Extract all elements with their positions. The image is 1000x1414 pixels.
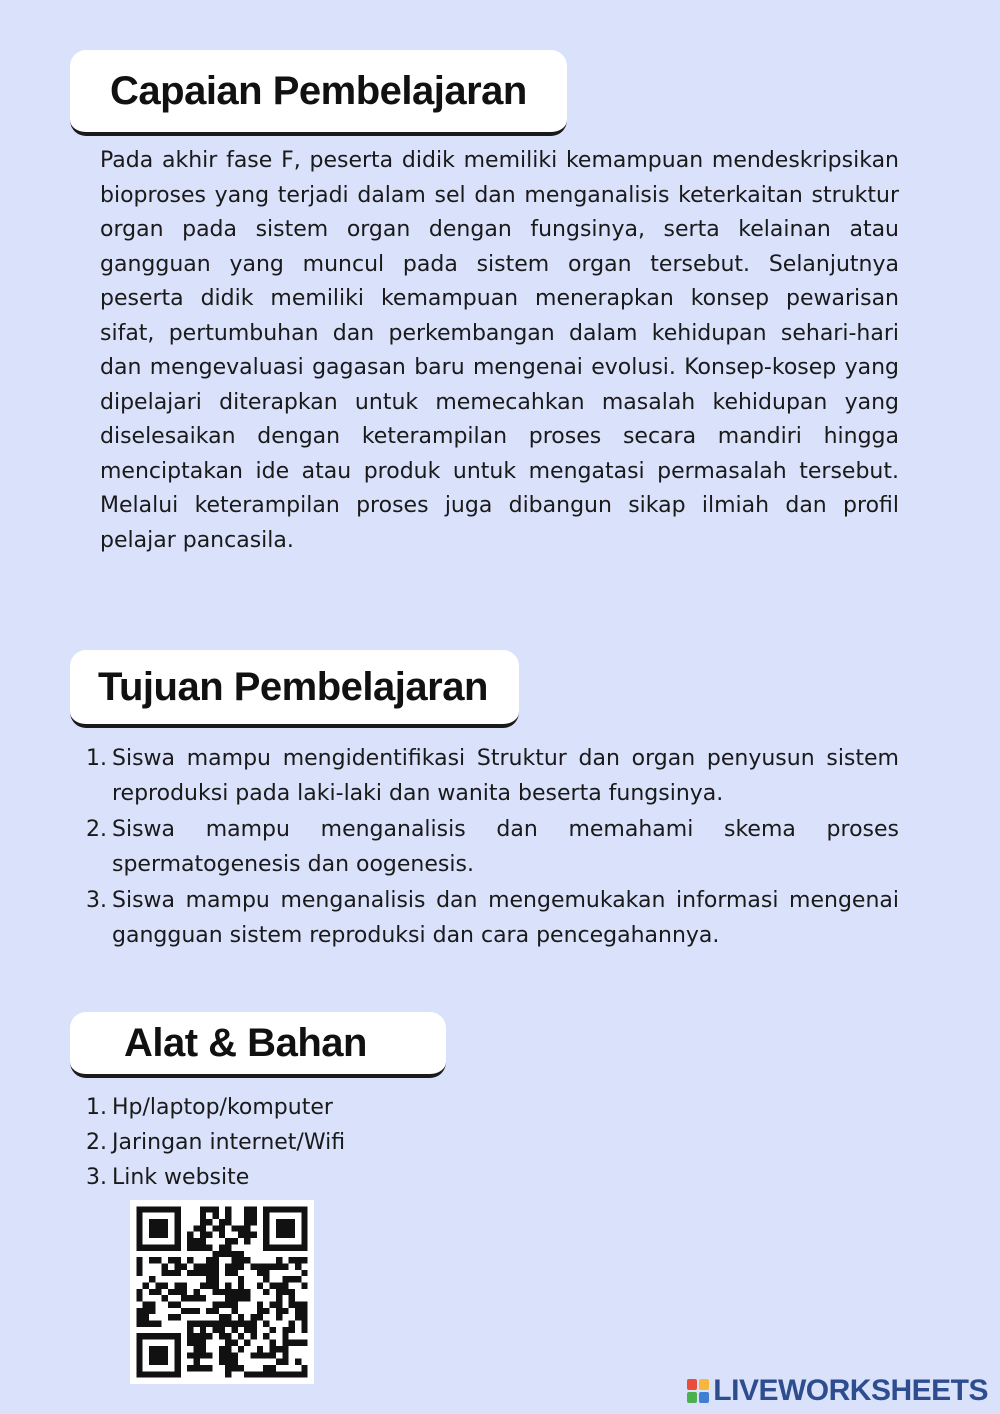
tujuan-list (86, 741, 899, 954)
qr-code-icon[interactable] (130, 1200, 314, 1384)
list-item-text: Hp/laptop/komputer (112, 1095, 333, 1120)
list-item (86, 812, 899, 882)
logo-square-blue (699, 1392, 709, 1403)
list-item-text: Siswa mampu menganalisis dan mengemukakan informasi mengenai gangguan sistem reproduksi dan cara pencegahannya. (112, 888, 899, 948)
list-item (86, 1090, 899, 1125)
list-item (86, 1125, 899, 1160)
list-item-number: 1. (86, 746, 107, 771)
section-header-tujuan (70, 650, 519, 728)
section-title-capaian: Capaian Pembelajaran (110, 68, 527, 113)
list-item (86, 1160, 899, 1195)
capaian-paragraph: Pada akhir fase F, peserta didik memiliki kemampuan mendeskripsikan bioproses yang terjadi dalam sel dan menganalisis keterkaitan struktur organ pada sistem organ dengan fungsinya, serta kelainan atau gangguan yang muncul pada sistem organ tersebut. Selanjutnya peserta didik memiliki kemampuan menerapkan konsep pewarisan sifat, pertumbuhan dan perkembangan dalam kehidupan sehari-hari dan mengevaluasi gagasan baru mengenai evolusi. Konsep-kosep yang dipelajari diterapkan untuk memecahkan masalah kehidupan yang diselesaikan dengan keterampilan proses secara mandiri hingga menciptakan ide atau produk untuk mengatasi permasalah tersebut. Melalui keterampilan proses juga dibangun sikap ilmiah dan profil pelajar pancasila. (100, 148, 899, 553)
section-header-capaian (70, 50, 567, 136)
qr-code-graphic (130, 1200, 314, 1384)
section-title-tujuan: Tujuan Pembelajaran (98, 664, 488, 709)
list-item-number: 1. (86, 1095, 107, 1120)
list-item-text: Siswa mampu mengidentifikasi Struktur dan organ penyusun sistem reproduksi pada laki-laki dan wanita beserta fungsinya. (112, 746, 899, 806)
list-item-text: Jaringan internet/Wifi (112, 1130, 346, 1155)
section-title-alat: Alat & Bahan (124, 1020, 367, 1065)
logo-square-green (687, 1392, 697, 1403)
list-item-number: 2. (86, 817, 107, 842)
liveworksheets-brand: LIVEWORKSHEETS (713, 1374, 988, 1407)
list-item-text: Link website (112, 1165, 250, 1190)
liveworksheets-logo[interactable] (687, 1374, 988, 1408)
list-item-number: 3. (86, 1165, 107, 1190)
liveworksheets-logo-icon (687, 1379, 709, 1403)
section-header-alat (70, 1012, 446, 1078)
logo-square-red (687, 1379, 697, 1390)
list-item-number: 2. (86, 1130, 107, 1155)
list-item (86, 741, 899, 811)
list-item-number: 3. (86, 888, 107, 913)
list-item (86, 883, 899, 953)
list-item-text: Siswa mampu menganalisis dan memahami skema proses spermatogenesis dan oogenesis. (112, 817, 899, 877)
logo-square-yellow (699, 1379, 709, 1390)
alat-list (86, 1090, 899, 1195)
